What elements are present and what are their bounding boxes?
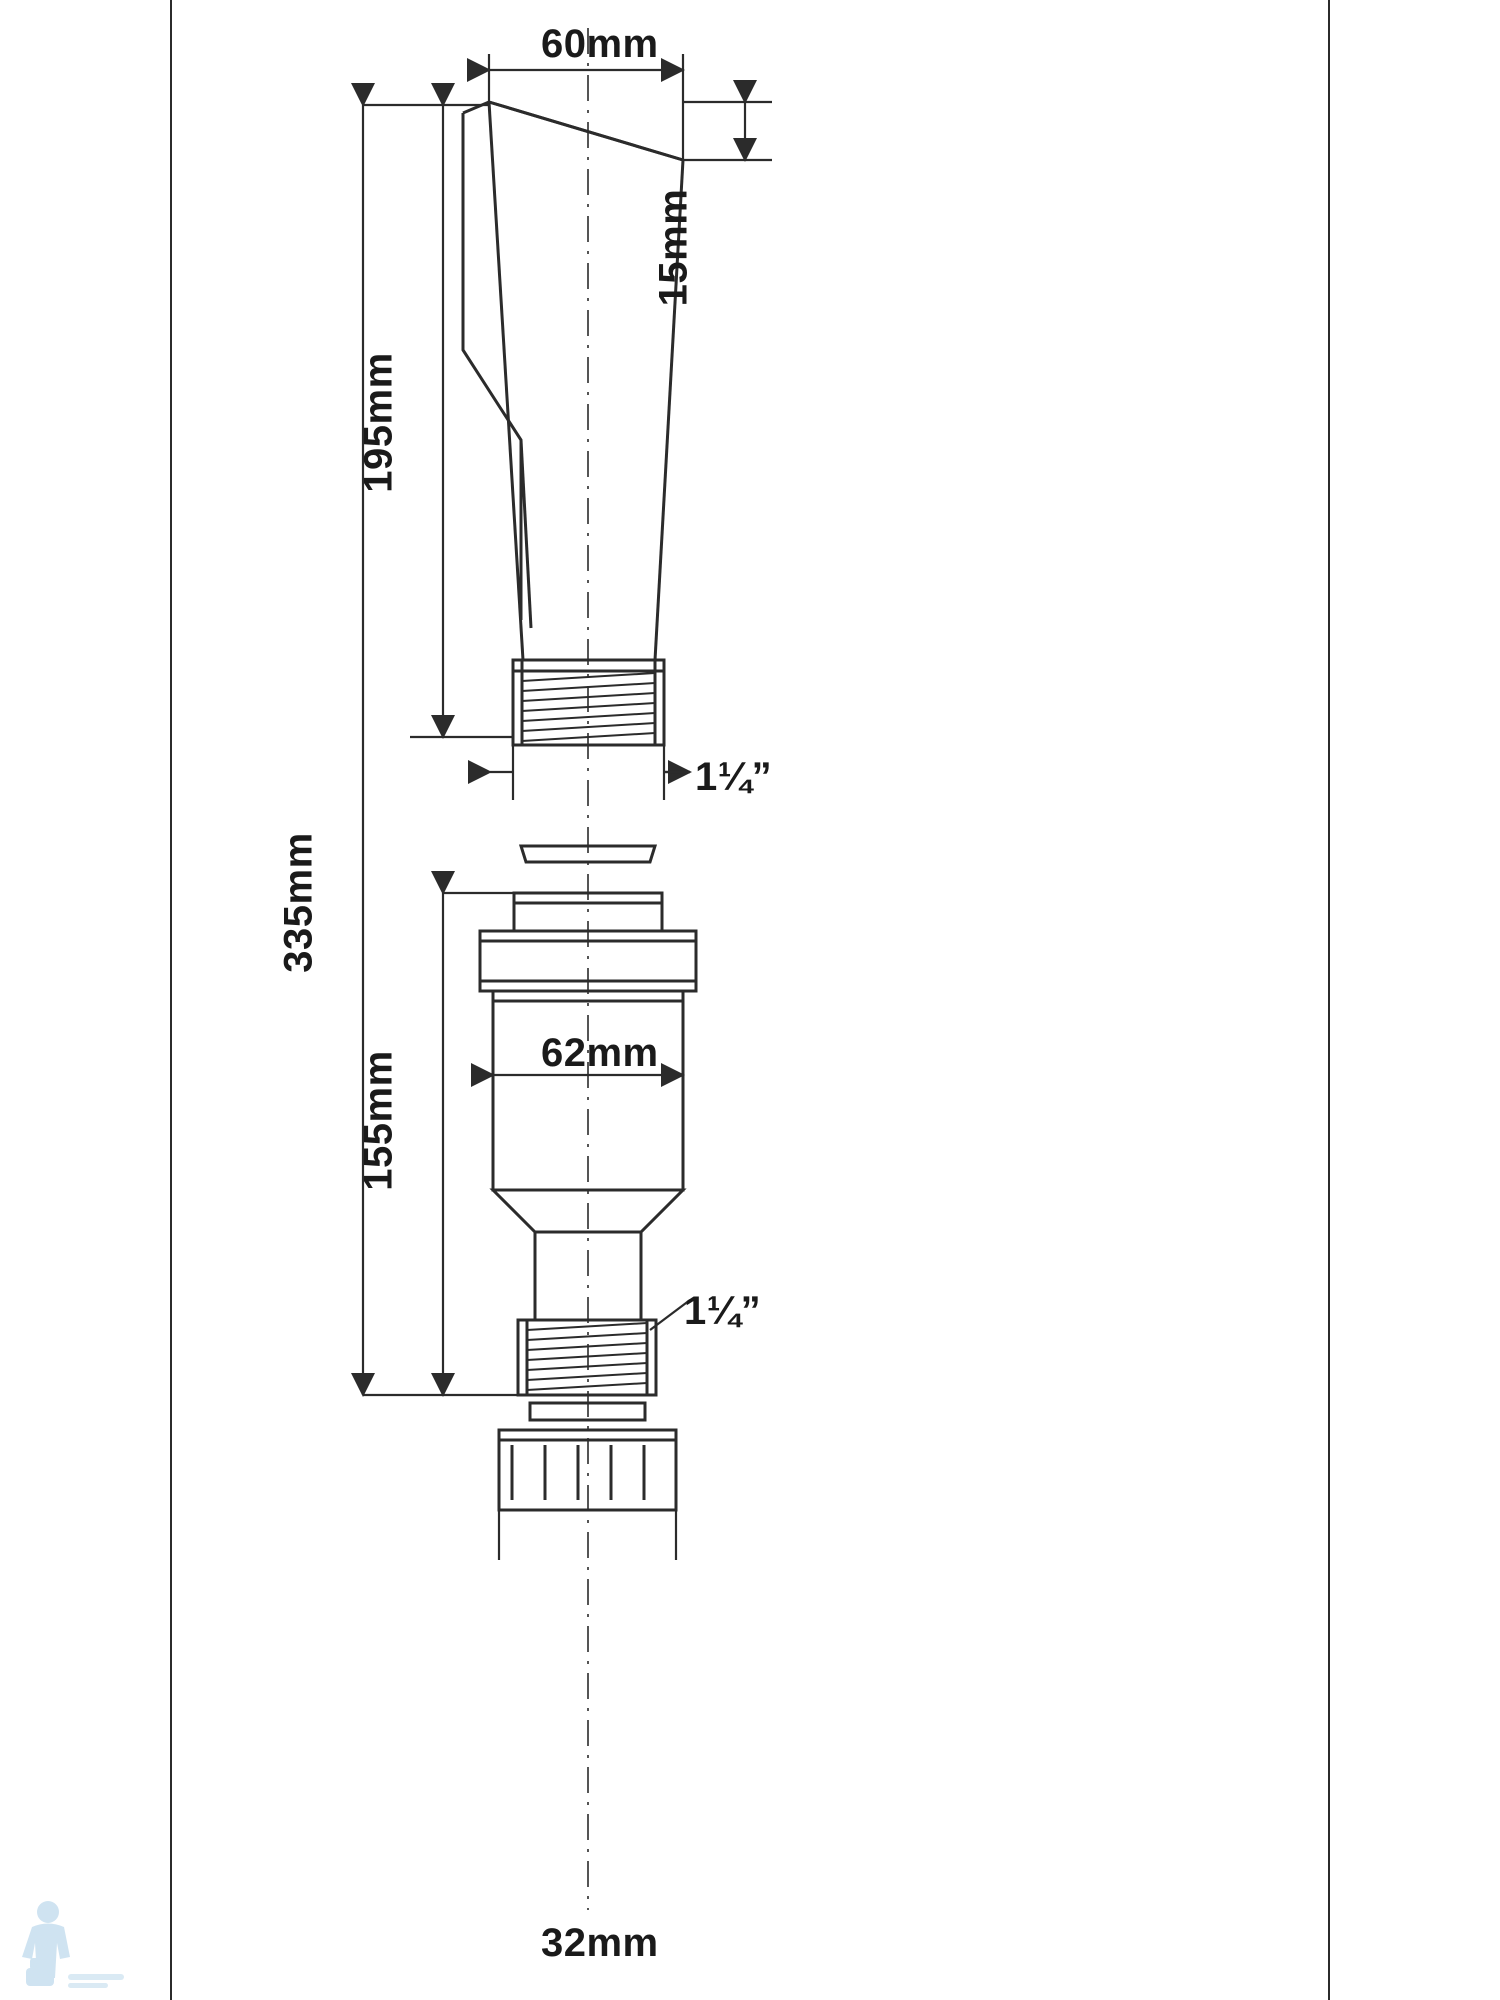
plumber-logo-watermark	[8, 1894, 138, 1994]
dimension-label-thread-lower: 1¼”	[684, 1289, 762, 1333]
lower-body-hex-collar	[480, 931, 696, 991]
dimension-label-height-flange: 15mm	[651, 188, 696, 307]
dimension-label-outlet-size: 32mm	[541, 1921, 659, 1965]
lower-threaded-spigot	[518, 1320, 656, 1395]
upper-funnel-body	[463, 102, 683, 660]
dimension-label-height-upper: 195mm	[356, 352, 401, 493]
dimension-label-width-top: 60mm	[541, 22, 659, 66]
dimension-label-thread-upper: 1¼”	[695, 755, 773, 799]
dimension-lines	[363, 54, 772, 1560]
dimension-label-height-lower: 155mm	[356, 1050, 401, 1191]
dimension-label-height-total: 335mm	[276, 832, 321, 973]
dimension-label-width-body: 62mm	[541, 1031, 659, 1075]
